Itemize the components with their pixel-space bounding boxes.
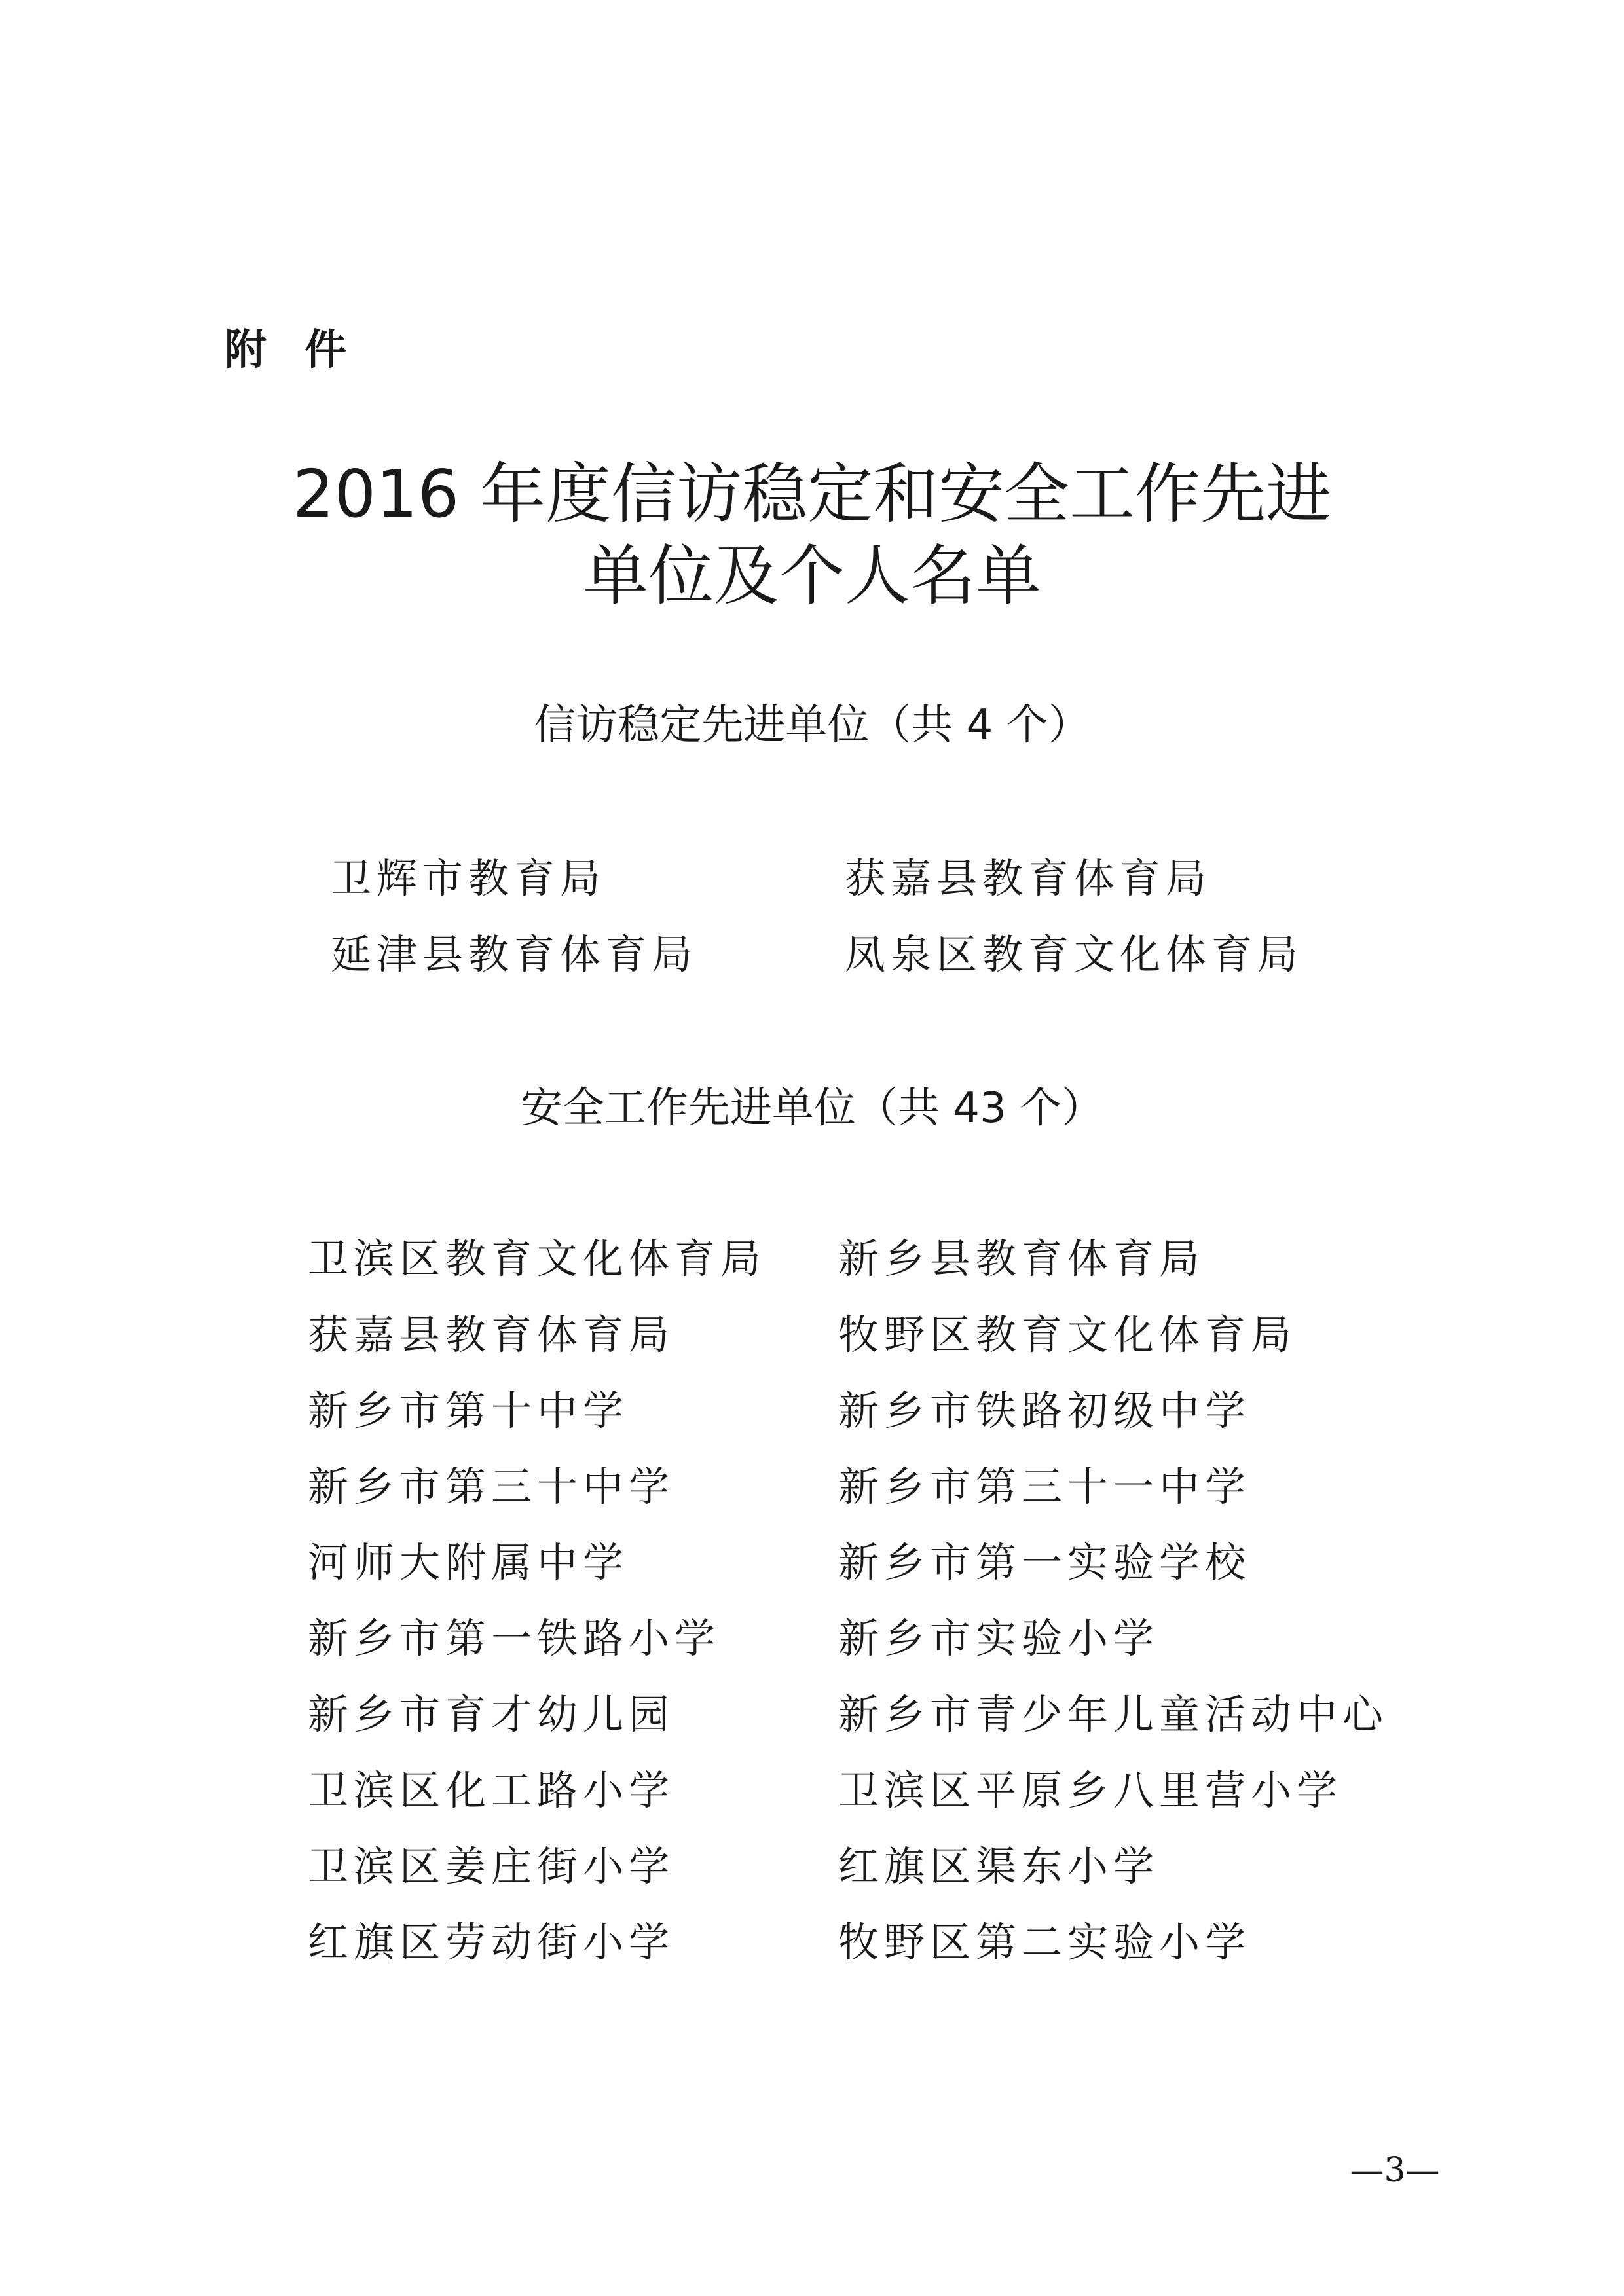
- list-item: 卫滨区姜庄街小学: [308, 1842, 675, 1890]
- list-item: 卫辉市教育局: [331, 854, 606, 902]
- list-item: 新乡市育才幼儿园: [308, 1690, 675, 1738]
- attachment-label: 附件: [225, 326, 384, 374]
- list-item: 牧野区第二实验小学: [838, 1918, 1251, 1966]
- list-item: 凤泉区教育文化体育局: [845, 930, 1304, 978]
- list-item: 获嘉县教育体育局: [308, 1311, 675, 1358]
- list-item: 新乡市青少年儿童活动中心: [838, 1690, 1389, 1738]
- list-item: 延津县教育体育局: [331, 930, 698, 978]
- document-title-line2: 单位及个人名单: [583, 538, 1041, 614]
- list-item: 新乡市第十中学: [308, 1387, 629, 1434]
- list-item: 新乡市第一铁路小学: [308, 1614, 721, 1662]
- list-item: 红旗区劳动街小学: [308, 1918, 675, 1966]
- list-item: 新乡市铁路初级中学: [838, 1387, 1251, 1434]
- list-item: 牧野区教育文化体育局: [838, 1311, 1297, 1358]
- section-heading-petition-stability: 信访稳定先进单位（共 4 个）: [534, 701, 1090, 750]
- list-item: 获嘉县教育体育局: [845, 854, 1212, 902]
- list-item: 新乡市第三十中学: [308, 1463, 675, 1510]
- page-number: —3—: [1350, 2151, 1440, 2190]
- list-item: 新乡市第三十一中学: [838, 1463, 1251, 1510]
- list-item: 新乡县教育体育局: [838, 1235, 1206, 1283]
- list-item: 卫滨区平原乡八里营小学: [838, 1766, 1343, 1814]
- list-item: 红旗区渠东小学: [838, 1842, 1160, 1890]
- list-item: 新乡市实验小学: [838, 1614, 1160, 1662]
- document-title-line1: 2016 年度信访稳定和安全工作先进: [292, 456, 1332, 532]
- list-item: 新乡市第一实验学校: [838, 1539, 1251, 1586]
- list-item: 卫滨区教育文化体育局: [308, 1235, 767, 1283]
- list-item: 卫滨区化工路小学: [308, 1766, 675, 1814]
- section-heading-safety-work: 安全工作先进单位（共 43 个）: [520, 1084, 1104, 1133]
- list-item: 河师大附属中学: [308, 1539, 629, 1586]
